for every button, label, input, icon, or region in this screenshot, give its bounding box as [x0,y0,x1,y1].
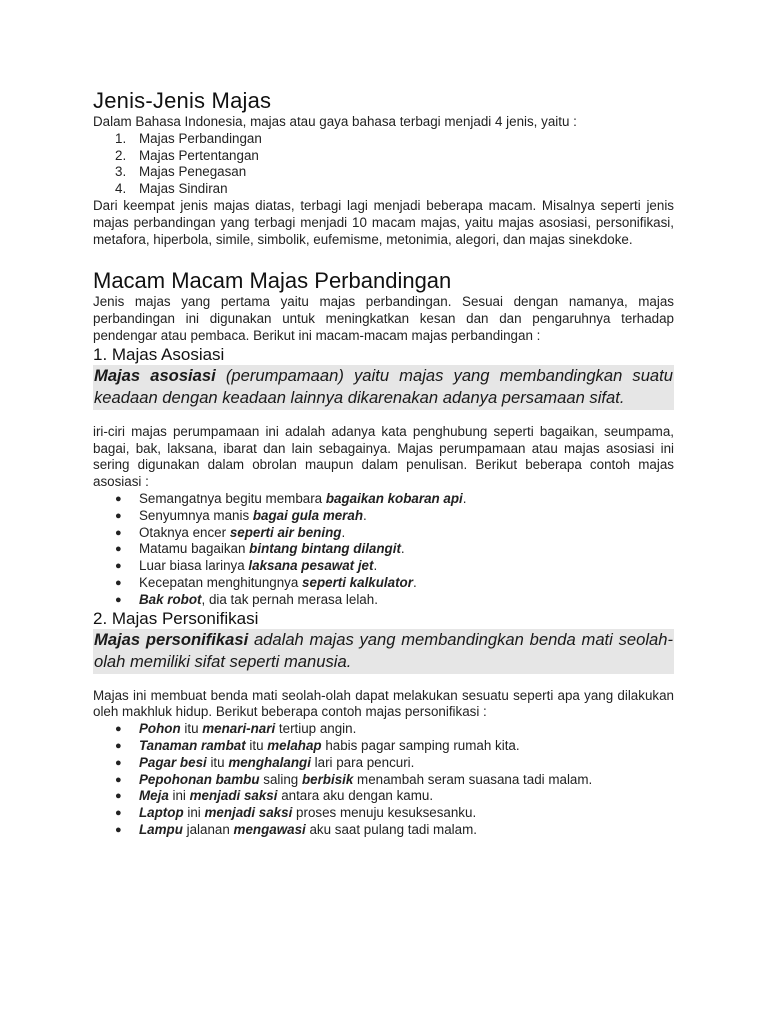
list-item: ● Tanaman rambat itu melahap habis pagar samping rumah kita. [115,737,520,753]
body-paragraph: Majas ini membuat benda mati seolah-olah dapat melakukan sesuatu seperti apa yang dilakukan oleh makhluk hidup. Berikut beberapa contoh majas personifikasi : [93,687,674,720]
intro-paragraph: Dalam Bahasa Indonesia, majas atau gaya bahasa terbagi menjadi 4 jenis, yaitu : [93,114,577,129]
list-item: ● Senyumnya manis bagai gula merah. [115,507,367,523]
list-item: ● Laptop ini menjadi saksi proses menuju kesuksesanku. [115,805,477,821]
list-item: ● Lampu jalanan mengawasi aku saat pulang tadi malam. [115,821,477,837]
list-item: ● Luar biasa larinya laksana pesawat jet. [115,558,378,574]
body-paragraph: iri-ciri majas perumpamaan ini adalah adanya kata penghubung seperti bagaikan, seumpama, bagai, bak, laksana, ibarat dan lain sebagainya. Majas perumpamaan atau majas asosiasi ini sering digunakan dalam obrolan maupun dalam penulisan. Berikut beberapa contoh majas asosiasi : [93,423,674,490]
definition-quote: Majas asosiasi (perumpamaan) yaitu majas yang membandingkan suatu keadaan dengan keadaan lainnya dikarenakan adanya persamaan sifat. [93,365,674,410]
definition-quote: Majas personifikasi adalah majas yang membandingkan benda mati seolah-olah memiliki sifat seperti manusia. [93,629,674,674]
list-item: ● Pagar besi itu menghalangi lari para pencuri. [115,754,415,770]
section-title-perbandingan: Macam Macam Majas Perbandingan [93,268,452,294]
list-item: ● Matamu bagaikan bintang bintang dilangit. [115,541,405,557]
list-item: 4. Majas Sindiran [115,181,228,197]
majas-types-list [93,131,674,198]
list-item: ● Pohon itu menari-nari tertiup angin. [115,721,357,737]
document-content [93,88,674,839]
list-item: ● Pepohonan bambu saling berbisik menambah seram suasana tadi malam. [115,771,593,787]
body-paragraph: Dari keempat jenis majas diatas, terbagi lagi menjadi beberapa macam. Misalnya seperti jenis majas perbandingan yang terbagi menjadi 10 macam majas, yaitu majas asosiasi, personifikasi, metafora, hiperbola, simile, simbolik, eufemisme, metonimia, alegori, dan majas sinekdoke. [93,197,674,247]
list-item: 1. Majas Perbandingan [115,130,262,146]
list-item: 2. Majas Pertentangan [115,147,259,163]
list-item: ● Otaknya encer seperti air bening. [115,524,346,540]
list-item: ● Meja ini menjadi saksi antara aku dengan kamu. [115,788,434,804]
subheading-asosiasi: 1. Majas Asosiasi [93,344,225,364]
list-item: 3. Majas Penegasan [115,164,247,180]
example-list [93,721,674,839]
example-list [93,491,674,609]
section-title-jenis-majas: Jenis-Jenis Majas [93,88,272,113]
list-item: ● Semangatnya begitu membara bagaikan kobaran api. [115,490,467,506]
list-item: ● Kecepatan menghitungnya seperti kalkulator. [115,574,417,590]
list-item: ● Bak robot, dia tak pernah merasa lelah. [115,591,378,607]
subheading-personifikasi: 2. Majas Personifikasi [93,608,259,628]
intro-paragraph: Jenis majas yang pertama yaitu majas perbandingan. Sesuai dengan namanya, majas perbandingan ini digunakan untuk meningkatkan kesan dan dan pengaruhnya terhadap pendengar atau pembaca. Berikut ini macam-macam majas perbandingan : [93,294,674,343]
